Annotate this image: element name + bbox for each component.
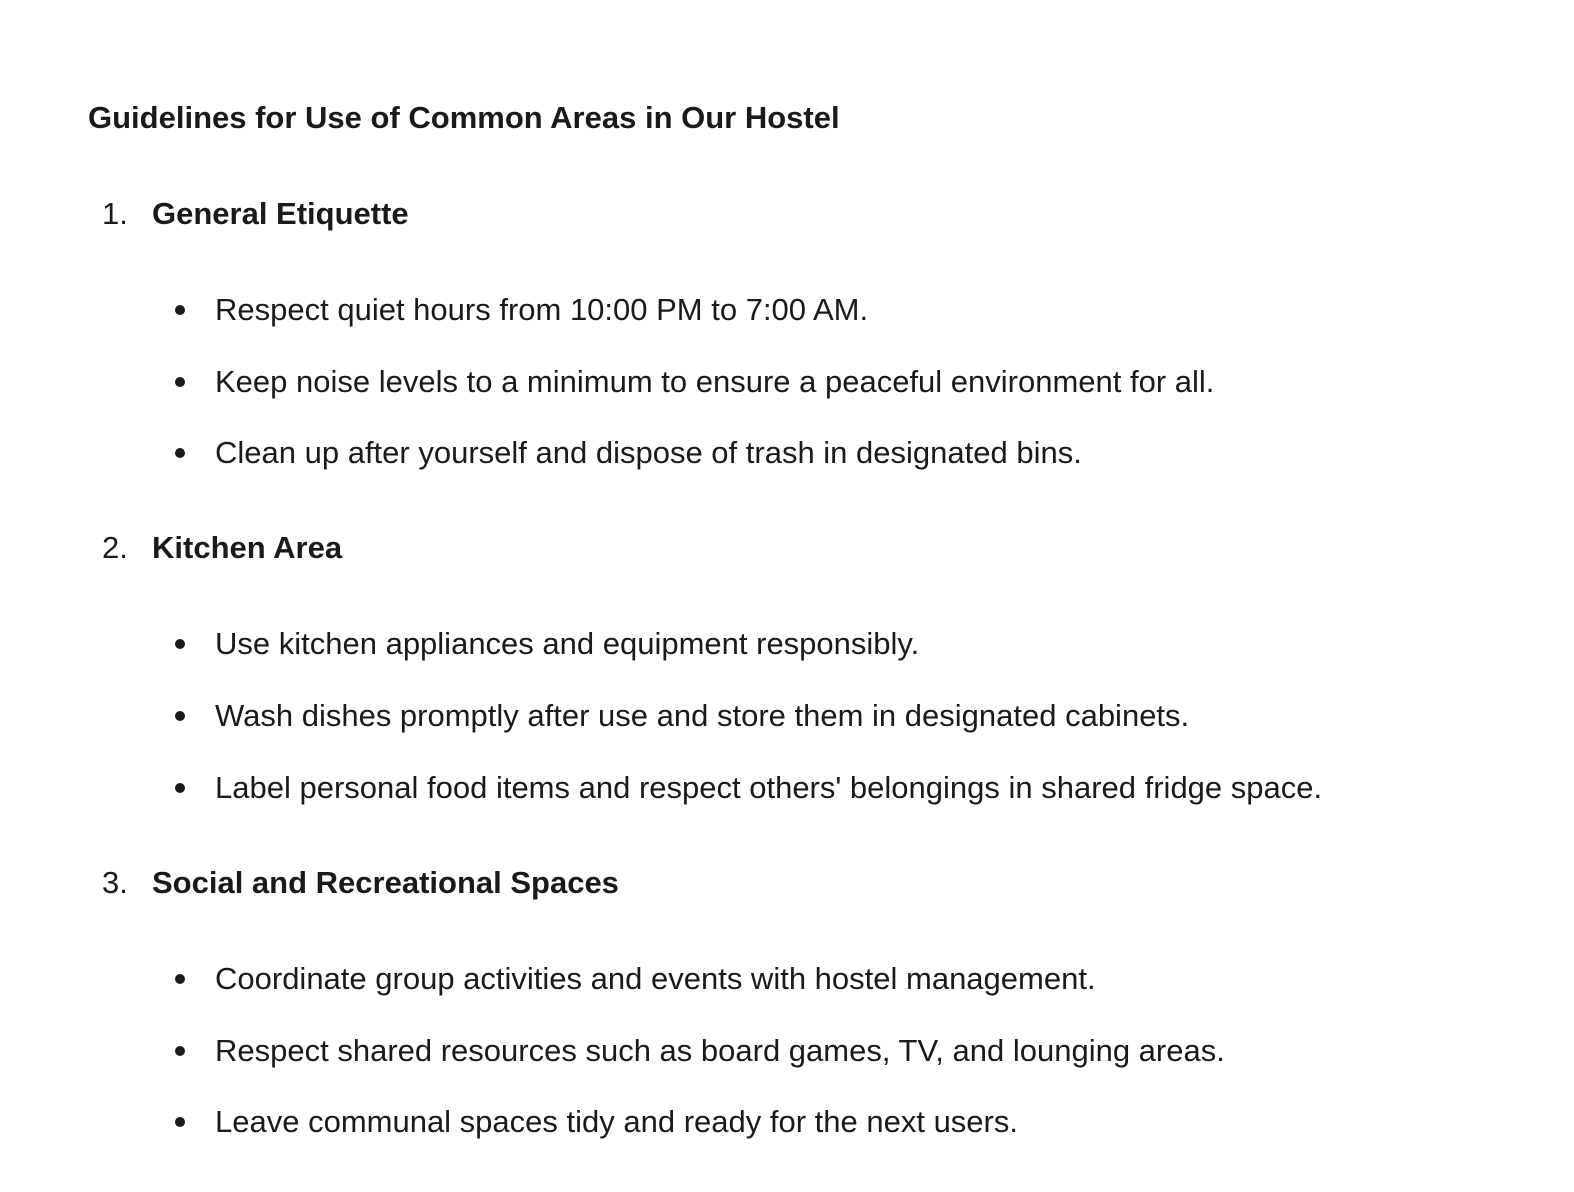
bullet-icon [175, 783, 185, 793]
list-item: Keep noise levels to a minimum to ensure a peaceful environment for all. [215, 364, 1215, 399]
list-item: Respect shared resources such as board games, TV, and lounging areas. [215, 1033, 1225, 1068]
bullet-icon [175, 377, 185, 387]
bullet-icon [175, 711, 185, 721]
section-heading-social-recreational: Social and Recreational Spaces [152, 865, 619, 900]
list-item: Clean up after yourself and dispose of trash in designated bins. [215, 435, 1082, 470]
list-item: Leave communal spaces tidy and ready for the next users. [215, 1104, 1018, 1139]
section-number: 1. [102, 196, 128, 231]
section-heading-kitchen-area: Kitchen Area [152, 530, 343, 565]
bullet-icon [175, 1117, 185, 1127]
section-number: 3. [102, 865, 128, 900]
list-item: Respect quiet hours from 10:00 PM to 7:00 AM. [215, 292, 869, 327]
section-heading-general-etiquette: General Etiquette [152, 196, 409, 231]
list-item: Use kitchen appliances and equipment responsibly. [215, 626, 920, 661]
bullet-icon [175, 974, 185, 984]
bullet-icon [175, 305, 185, 315]
bullet-icon [175, 639, 185, 649]
bullet-icon [175, 1046, 185, 1056]
list-item: Wash dishes promptly after use and store them in designated cabinets. [215, 698, 1190, 733]
bullet-icon [175, 448, 185, 458]
list-item: Label personal food items and respect others' belongings in shared fridge space. [215, 770, 1323, 805]
document-title: Guidelines for Use of Common Areas in Our Hostel [88, 100, 840, 135]
section-number: 2. [102, 530, 128, 565]
list-item: Coordinate group activities and events with hostel management. [215, 961, 1096, 996]
